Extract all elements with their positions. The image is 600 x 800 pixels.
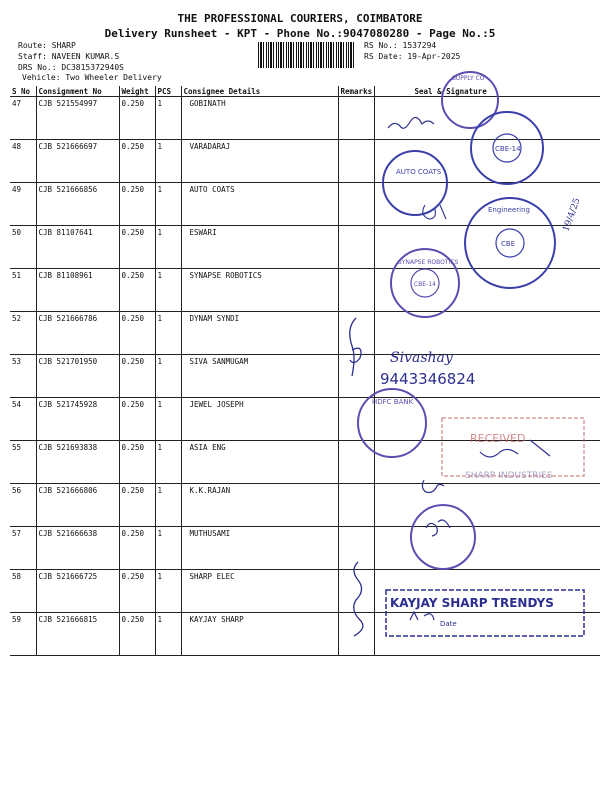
row-weight: 0.250 [119, 441, 155, 484]
row-pcs: 1 [155, 183, 181, 226]
row-remarks [338, 441, 374, 484]
row-consignee: SHARP ELEC [181, 570, 338, 613]
row-sno: 59 [10, 613, 36, 656]
engineering-text: Engineering [488, 206, 530, 214]
row-weight: 0.250 [119, 226, 155, 269]
row-consignment: CJB 521666786 [36, 312, 119, 355]
rs-date: RS Date: 19-Apr-2025 [364, 52, 461, 61]
table-row [10, 570, 600, 613]
row-consignment: CJB 81108961 [36, 269, 119, 312]
row-weight: 0.250 [119, 527, 155, 570]
row-pcs: 1 [155, 140, 181, 183]
runsheet-table [10, 86, 600, 656]
row-consignee: ASIA ENG [181, 441, 338, 484]
handwritten-date: 19/4/25 [561, 196, 583, 234]
row-pcs: 1 [155, 312, 181, 355]
row-weight: 0.250 [119, 570, 155, 613]
row-consignee: SYNAPSE ROBOTICS [181, 269, 338, 312]
row-signature [374, 355, 600, 398]
row-sno: 58 [10, 570, 36, 613]
row-pcs: 1 [155, 97, 181, 140]
col-sno: S No [10, 86, 36, 97]
row-consignee: GOBINATH [181, 97, 338, 140]
sharp-industries-text: SHARP INDUSTRIES [465, 471, 553, 481]
row-consignment: CJB 521693838 [36, 441, 119, 484]
row-consignment: CJB 521554997 [36, 97, 119, 140]
row-sno: 48 [10, 140, 36, 183]
row-signature [374, 226, 600, 269]
synapse-text: SYNAPSE ROBOTICS [398, 259, 459, 266]
kayjay-date-text: Date [440, 620, 457, 628]
row-remarks [338, 613, 374, 656]
hdfc-text: HDFC BANK [372, 398, 414, 406]
row-remarks [338, 484, 374, 527]
row-consignee: K.K.RAJAN [181, 484, 338, 527]
row-remarks [338, 183, 374, 226]
row-consignment: CJB 521666725 [36, 570, 119, 613]
row-weight: 0.250 [119, 355, 155, 398]
row-consignment: CJB 521666697 [36, 140, 119, 183]
row-consignment: CJB 81107641 [36, 226, 119, 269]
row-sno: 51 [10, 269, 36, 312]
row-remarks [338, 269, 374, 312]
row-signature [374, 398, 600, 441]
table-row [10, 226, 600, 269]
table-row [10, 398, 600, 441]
row-remarks [338, 312, 374, 355]
row-remarks [338, 355, 374, 398]
row-sno: 55 [10, 441, 36, 484]
row-consignment: CJB 521666856 [36, 183, 119, 226]
row-weight: 0.250 [119, 312, 155, 355]
route-label: Route: SHARP [18, 41, 76, 50]
row-sno: 57 [10, 527, 36, 570]
table-row [10, 312, 600, 355]
cbe-text: CBE [501, 240, 516, 248]
page-title: THE PROFESSIONAL COURIERS, COIMBATORE [177, 12, 423, 25]
barcode [258, 42, 356, 68]
staff-label: Staff: NAVEEN KUMAR.S [18, 52, 120, 61]
row-signature [374, 183, 600, 226]
drs-label: DRS No.: DC3815372940S [18, 63, 124, 72]
row-pcs: 1 [155, 441, 181, 484]
table-row [10, 140, 600, 183]
row-signature [374, 97, 600, 140]
row-signature [374, 613, 600, 656]
row-sno: 50 [10, 226, 36, 269]
row-pcs: 1 [155, 570, 181, 613]
col-consignee: Consignee Details [181, 86, 338, 97]
table-row [10, 527, 600, 570]
table-row [10, 183, 600, 226]
received-text: RECEIVED [470, 432, 526, 445]
row-pcs: 1 [155, 355, 181, 398]
row-signature [374, 527, 600, 570]
row-pcs: 1 [155, 484, 181, 527]
row-consignment: CJB 521666815 [36, 613, 119, 656]
page-subtitle: Delivery Runsheet - KPT - Phone No.:9047080280 - Page No.:5 [104, 27, 496, 40]
table-row [10, 441, 600, 484]
row-weight: 0.250 [119, 183, 155, 226]
table-row [10, 97, 600, 140]
autocoats-text: AUTO COATS [396, 168, 442, 176]
table-row [10, 484, 600, 527]
row-weight: 0.250 [119, 140, 155, 183]
row-weight: 0.250 [119, 613, 155, 656]
col-pcs: PCS [155, 86, 181, 97]
col-signature: Seal & Signature [374, 86, 600, 97]
cbe14-a-text: CBE-14 [495, 145, 521, 153]
row-consignee: JEWEL JOSEPH [181, 398, 338, 441]
cbe14-b-text: CBE-14 [414, 281, 436, 288]
row-signature [374, 312, 600, 355]
row-consignee: KAYJAY SHARP [181, 613, 338, 656]
rs-number: RS No.: 1537294 [364, 41, 437, 50]
vehicle-label: Vehicle: Two Wheeler Delivery [22, 73, 162, 82]
row-remarks [338, 97, 374, 140]
row-signature [374, 269, 600, 312]
row-remarks [338, 570, 374, 613]
table-header-row [10, 86, 600, 97]
row-signature [374, 441, 600, 484]
row-weight: 0.250 [119, 269, 155, 312]
row-sno: 56 [10, 484, 36, 527]
row-consignee: AUTO COATS [181, 183, 338, 226]
row-sno: 52 [10, 312, 36, 355]
row-weight: 0.250 [119, 97, 155, 140]
row-signature [374, 484, 600, 527]
row-consignment: CJB 521701950 [36, 355, 119, 398]
row-sno: 53 [10, 355, 36, 398]
row-pcs: 1 [155, 527, 181, 570]
supply-co-text: SUPPLY CO [452, 75, 485, 82]
col-consignment: Consignment No [36, 86, 119, 97]
row-signature [374, 570, 600, 613]
handwritten-phone: 9443346824 [380, 370, 476, 388]
row-remarks [338, 398, 374, 441]
row-pcs: 1 [155, 613, 181, 656]
row-signature [374, 140, 600, 183]
row-consignee: DYNAM SYNDI [181, 312, 338, 355]
row-consignee: MUTHUSAMI [181, 527, 338, 570]
kayjay-text: KAYJAY SHARP TRENDYS [390, 596, 554, 610]
row-consignment: CJB 521666638 [36, 527, 119, 570]
row-consignee: VARADARAJ [181, 140, 338, 183]
row-remarks [338, 226, 374, 269]
row-sno: 54 [10, 398, 36, 441]
row-sno: 49 [10, 183, 36, 226]
table-row [10, 613, 600, 656]
row-remarks [338, 527, 374, 570]
row-consignment: CJB 521666806 [36, 484, 119, 527]
row-pcs: 1 [155, 226, 181, 269]
table-row [10, 355, 600, 398]
row-consignee: SIVA SANMUGAM [181, 355, 338, 398]
row-remarks [338, 140, 374, 183]
row-pcs: 1 [155, 269, 181, 312]
row-weight: 0.250 [119, 484, 155, 527]
row-weight: 0.250 [119, 398, 155, 441]
col-weight: Weight [119, 86, 155, 97]
row-consignment: CJB 521745928 [36, 398, 119, 441]
row-sno: 47 [10, 97, 36, 140]
row-consignee: ESWARI [181, 226, 338, 269]
row-pcs: 1 [155, 398, 181, 441]
handwritten-name: Sivashay [390, 350, 453, 366]
table-row [10, 269, 600, 312]
col-remarks: Remarks [338, 86, 374, 97]
